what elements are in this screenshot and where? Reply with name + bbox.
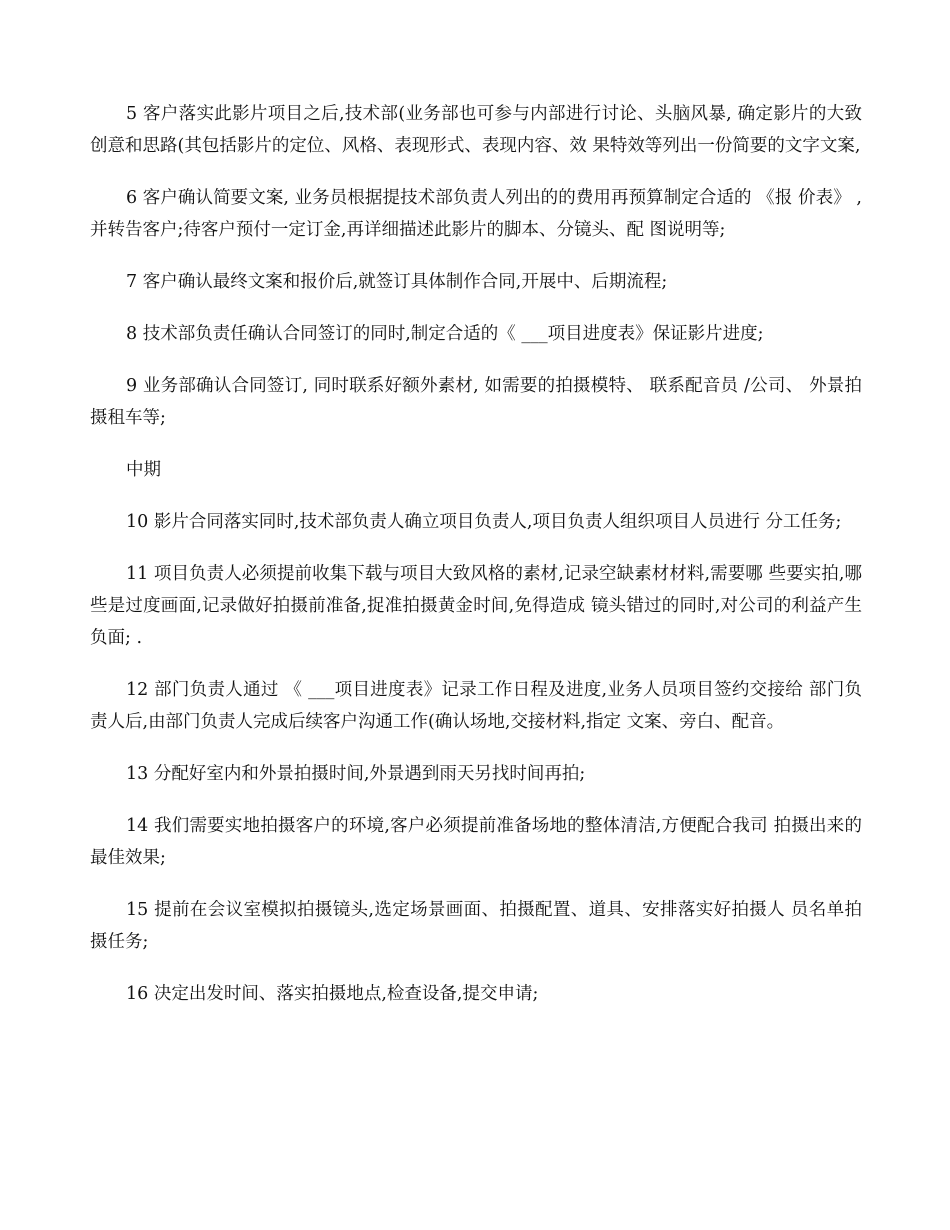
paragraph-step-14: 14 我们需要实地拍摄客户的环境,客户必须提前准备场地的整体清洁,方便配合我司 拍摄出来的最佳效果; — [90, 816, 862, 868]
paragraph-step-10: 10 影片合同落实同时,技术部负责人确立项目负责人,项目负责人组织项目人员进行 分工任务; — [126, 512, 842, 532]
paragraph-step-5: 5 客户落实此影片项目之后,技术部(业务部也可参与内部进行讨论、头脑风暴, 确定影片的大致创意和思路(其包括影片的定位、风格、表现形式、表现内容、效 果特效等列出一份简要的文字文案, — [90, 104, 862, 156]
paragraph-step-12: 12 部门负责人通过 《 ___项目进度表》记录工作日程及进度,业务人员项目签约交接给 部门负责人后,由部门负责人完成后续客户沟通工作(确认场地,交接材料,指定 文案、旁白、配音。 — [90, 680, 862, 732]
paragraph-step-11: 11 项目负责人必须提前收集下载与项目大致风格的素材,记录空缺素材材料,需要哪 些要实拍,哪些是过度画面,记录做好拍摄前准备,捉准拍摄黄金时间,免得造成 镜头错过的同时,对公司的利益产生负面; . — [90, 564, 862, 648]
paragraph-step-16: 16 决定出发时间、落实拍摄地点,检查设备,提交申请; — [126, 984, 539, 1004]
paragraph-step-7: 7 客户确认最终文案和报价后,就签订具体制作合同,开展中、后期流程; — [126, 272, 668, 292]
paragraph-step-6: 6 客户确认简要文案, 业务员根据提技术部负责人列出的的费用再预算制定合适的 《报 价表》 ,并转告客户;待客户预付一定订金,再详细描述此影片的脚本、分镜头、配 图说明等; — [90, 188, 862, 240]
paragraph-step-8: 8 技术部负责任确认合同签订的同时,制定合适的《 ___项目进度表》保证影片进度; — [126, 324, 764, 344]
paragraph-step-15: 15 提前在会议室模拟拍摄镜头,选定场景画面、拍摄配置、道具、安排落实好拍摄人 员名单拍摄任务; — [90, 900, 862, 952]
paragraph-step-9: 9 业务部确认合同签订, 同时联系好额外素材, 如需要的拍摄模特、 联系配音员 /公司、 外景拍摄租车等; — [90, 376, 862, 428]
document-body — [90, 98, 862, 1030]
section-heading-midterm: 中期 — [126, 460, 161, 480]
paragraph-step-13: 13 分配好室内和外景拍摄时间,外景遇到雨天另找时间再拍; — [126, 764, 586, 784]
